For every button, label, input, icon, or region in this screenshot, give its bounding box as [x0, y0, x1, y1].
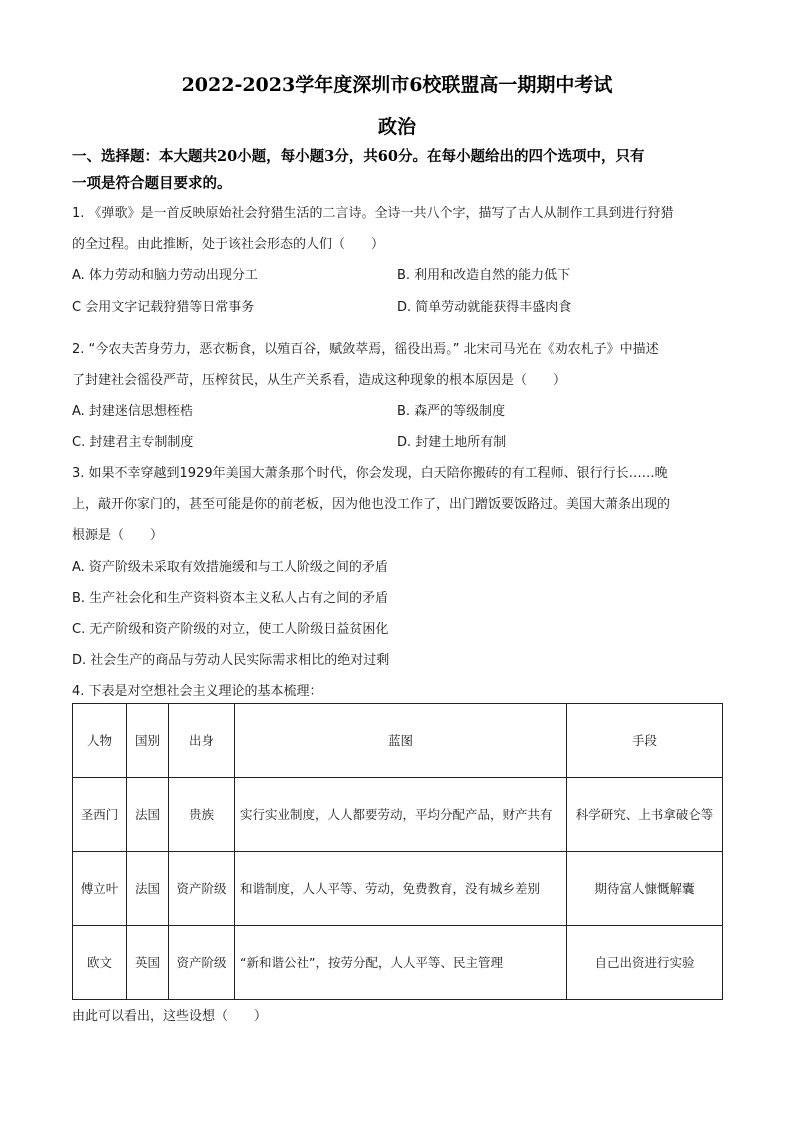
table-cell: 科学研究、上书拿破仑等: [567, 778, 723, 852]
q1-stem-line1: 1. 《弹歌》是一首反映原始社会狩猎生活的二言诗。全诗一共八个字，描写了古人从制作工具到进行狩猎: [72, 206, 674, 221]
table-header-cell: 人物: [73, 704, 127, 778]
table-header-cell: 国别: [127, 704, 169, 778]
exam-title: 2022-2023学年度深圳市6校联盟高一期期中考试: [181, 74, 613, 96]
table-cell: 资产阶级: [169, 852, 235, 926]
table-header-cell: 蓝图: [235, 704, 567, 778]
q1-option-c: C 会用文字记载狩猎等日常事务: [72, 300, 255, 315]
table-cell: 期待富人慷慨解囊: [567, 852, 723, 926]
table-cell: 傅立叶: [73, 852, 127, 926]
table-cell: 自己出资进行实验: [567, 926, 723, 1000]
section-heading-line1: 一、选择题：本大题共20小题，每小题3分，共60分。在每小题给出的四个选项中，只有: [72, 148, 645, 165]
table-cell: 英国: [127, 926, 169, 1000]
q4-question: 由此可以看出，这些设想（ ）: [72, 1009, 268, 1024]
q1-stem-line2: 的全过程。由此推断，处于该社会形态的人们（ ）: [72, 237, 385, 252]
table-cell: “新和谐公社”，按劳分配，人人平等、民主管理: [235, 926, 567, 1000]
q2-option-b: B. 森严的等级制度: [397, 404, 506, 419]
table-cell: 法国: [127, 778, 169, 852]
q2-option-c: C. 封建君主专制制度: [72, 435, 194, 450]
q3-stem-line3: 根源是（ ）: [72, 528, 164, 543]
table-cell: 法国: [127, 852, 169, 926]
table-row: [73, 926, 723, 1000]
q1-option-b: B. 利用和改造自然的能力低下: [397, 268, 571, 283]
table-row: [73, 852, 723, 926]
table-header-cell: 手段: [567, 704, 723, 778]
table-cell: 资产阶级: [169, 926, 235, 1000]
q3-stem-line2: 上，敲开你家门的，甚至可能是你的前老板，因为他也没工作了，出门蹭饭要饭路过。美国大萧条出现的: [72, 497, 671, 512]
table-row: [73, 778, 723, 852]
table-cell: 欧文: [73, 926, 127, 1000]
section-heading: [72, 143, 724, 197]
q3-option-b: B. 生产社会化和生产资料资本主义私人占有之间的矛盾: [72, 591, 389, 606]
q4-intro: 4. 下表是对空想社会主义理论的基本梳理：: [72, 684, 323, 699]
table-cell: 和谐制度，人人平等、劳动，免费教育，没有城乡差别: [235, 852, 567, 926]
q3-option-a: A. 资产阶级未采取有效措施缓和与工人阶级之间的矛盾: [72, 560, 388, 575]
table-cell: 实行实业制度，人人都要劳动，平均分配产品，财产共有: [235, 778, 567, 852]
utopian-socialism-table: [72, 703, 723, 1000]
q2-option-a: A. 封建迷信思想桎梏: [72, 404, 193, 419]
q3-stem-line1: 3. 如果不幸穿越到1929年美国大萧条那个时代，你会发现，白天陪你搬砖的有工程师、银行行长……晚: [72, 466, 668, 481]
table-cell: 贵族: [169, 778, 235, 852]
q1-option-a: A. 体力劳动和脑力劳动出现分工: [72, 268, 258, 283]
table-header-cell: 出身: [169, 704, 235, 778]
section-heading-line2: 一项是符合题目要求的。: [72, 175, 232, 192]
q3-option-d: D. 社会生产的商品与劳动人民实际需求相比的绝对过剩: [72, 653, 390, 668]
table-cell: 圣西门: [73, 778, 127, 852]
q2-stem-line2: 了封建社会徭役严苛，压榨贫民，从生产关系看，造成这种现象的根本原因是（ ）: [72, 373, 567, 388]
q1-option-d: D. 简单劳动就能获得丰盛肉食: [397, 300, 572, 315]
q2-stem-line1: 2. “今农夫苦身劳力，恶衣粝食，以殖百谷，赋敛萃焉，徭役出焉。” 北宋司马光在《劝农札子》中描述: [72, 342, 659, 357]
q3-option-c: C. 无产阶级和资产阶级的对立，使工人阶级日益贫困化: [72, 622, 389, 637]
table-header-row: [73, 704, 723, 778]
q2-option-d: D. 封建土地所有制: [397, 435, 507, 450]
subject-title: 政治: [377, 116, 416, 138]
